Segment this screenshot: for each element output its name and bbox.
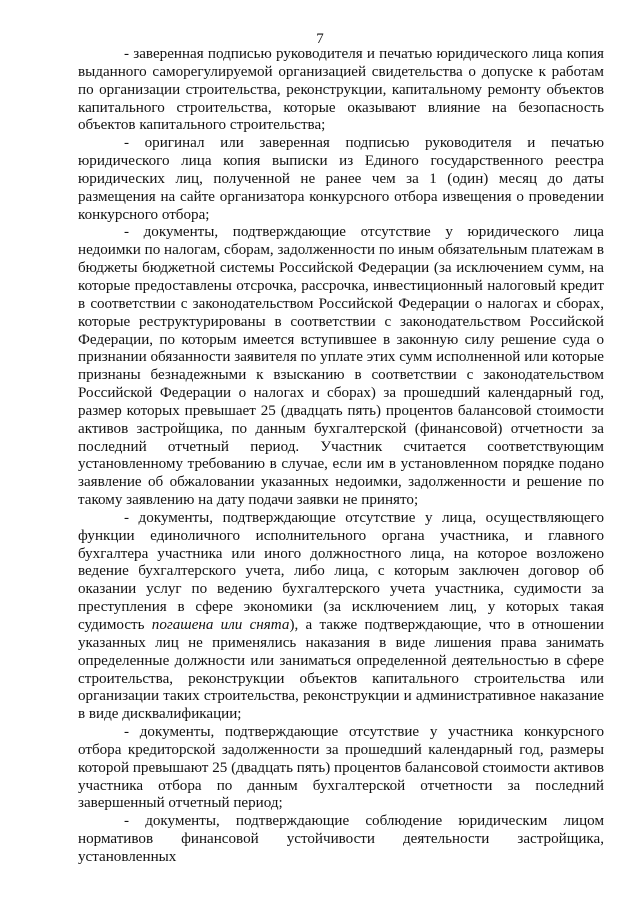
italic-phrase: погашена или снята — [151, 617, 290, 633]
paragraph-egrul-extract: - оригинал или заверенная подписью руководителя и печатью юридического лица копия выписки из Единого государственного реестра юридических лиц, полученной не ранее чем за 1 (один) месяц до даты размещения на сайте организатора конкурсного отбора извещения о проведении конкурсного отбора; — [78, 135, 604, 223]
page-number: 7 — [316, 31, 324, 47]
paragraph-no-criminal-record: - документы, подтверждающие отсутствие у лица, осуществляющего функции единоличного исполнительного органа участника, и главного бухгалтера участника или иного должностного лица, на которое возложено ведение бухгалтерского учета, либо лица, с которым заключен договор об оказании услуг по ведению бухгалтерского учета участника, судимости за преступления в сфере экономики (за исключением лиц, у которых такая судимость погашена или снята), а также подтверждающие, что в отношении указанных лиц не применялись наказания в виде лишения права занимать определенные должности или заниматься определенной деятельностью в сфере строительства, реконструкции объектов капитального строительства или организации таких строительства, реконструкции и административное наказание в виде дисквалификации; — [78, 509, 605, 723]
paragraph-sro-certificate: - заверенная подписью руководителя и печатью юридического лица копия выданного саморегулируемой организацией свидетельства о допуске к работам по организации строительства, реконструкции, капитальному ремонту объектов капитального строительства, которые оказывают влияние на безопасность объектов капитального строительства; — [78, 46, 604, 134]
document-body — [78, 46, 604, 867]
paragraph-financial-stability: - документы, подтверждающие соблюдение юридическим лицом нормативов финансовой устойчивости деятельности застройщика, установленных — [78, 813, 604, 865]
paragraph-tax-arrears: - документы, подтверждающие отсутствие у юридического лица недоимки по налогам, сборам, задолженности по иным обязательным платежам в бюджеты бюджетной системы Российской Федерации (за исключением сумм, на которые предоставлены отсрочка, рассрочка, инвестиционный налоговый кредит в соответствии с законодательством Российской Федерации о налогах и сборах, которые реструктурированы в соответствии с законодательством Российской Федерации, по которым имеется вступившее в законную силу решение суда о признании обязанности заявителя по уплате этих сумм исполненной или которые признаны безнадежными к взысканию в соответствии с законодательством Российской Федерации о налогах и сборах) за прошедший календарный год, размер которых превышает 25 (двадцать пять) процентов балансовой стоимости активов застройщика, по данным бухгалтерской (финансовой) отчетности за последний отчетный период. Участник считается соответствующим установленному требованию в случае, если им в установленном порядке подано заявление об обжаловании указанных недоимки, задолженности и решение по такому заявлению на дату подачи заявки не принято; — [78, 224, 604, 509]
paragraph-accounts-payable: - документы, подтверждающие отсутствие у участника конкурсного отбора кредиторской задолженности за прошедший календарный год, размеры которой превышают 25 (двадцать пять) процентов балансовой стоимости активов участника отбора по данным бухгалтерской отчетности за последний завершенный отчетный период; — [78, 724, 604, 812]
